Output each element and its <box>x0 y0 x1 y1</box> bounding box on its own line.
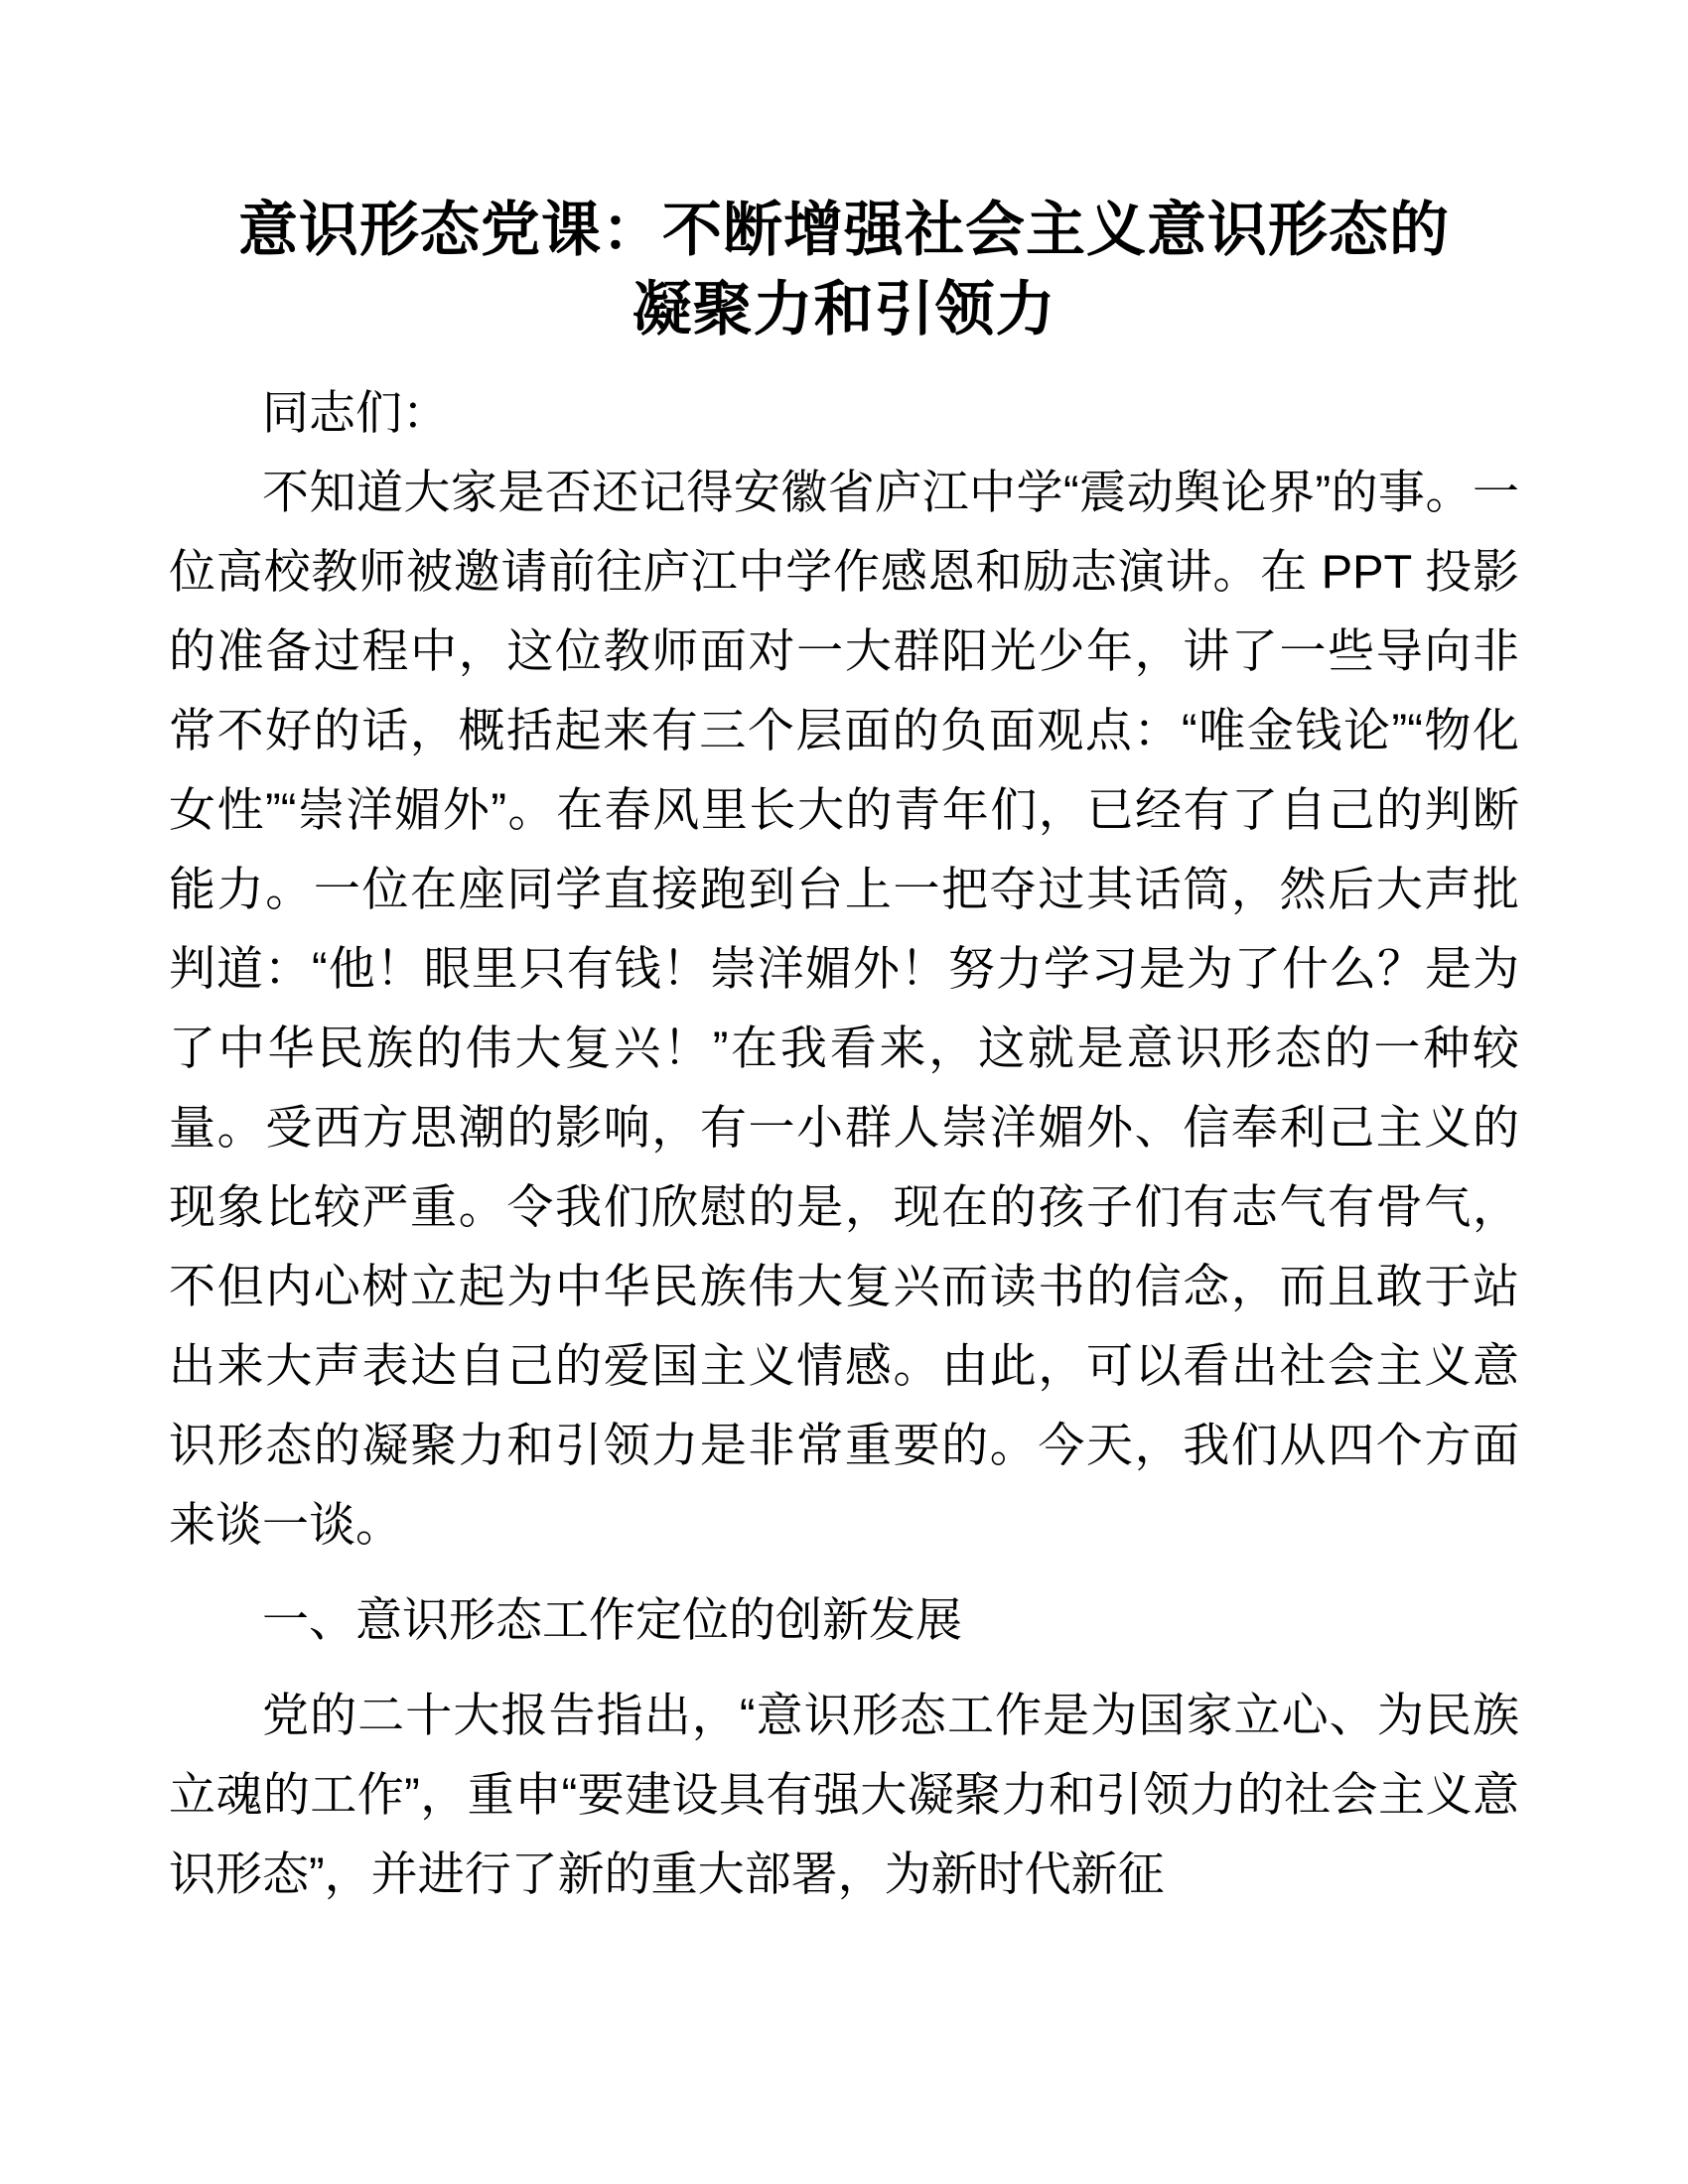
document-title-line-1: 意识形态党课：不断增强社会主义意识形态的 <box>238 197 1450 263</box>
paragraph: 不知道大家是否还记得安徽省庐江中学“震动舆论界”的事。一位高校教师被邀请前往庐江中学作感恩和励志演讲。在 PPT 投影的准备过程中，这位教师面对一大群阳光少年，讲了一些导向非常不好的话，概括起来有三个层面的负面观点：“唯金钱论”“物化女性”“崇洋媚外”。在春风里长大的青年们，已经有了自己的判断能力。一位在座同学直接跑到台上一把夺过其话筒，然后大声批判道：“他！眼里只有钱！崇洋媚外！努力学习是为了什么？是为了中华民族的伟大复兴！”在我看来，这就是意识形态的一种较量。受西方思潮的影响，有一小群人崇洋媚外、信奉利己主义的现象比较严重。令我们欣慰的是，现在的孩子们有志气有骨气，不但内心树立起为中华民族伟大复兴而读书的信念，而且敢于站出来大声表达自己的爱国主义情感。由此，可以看出社会主义意识形态的凝聚力和引领力是非常重要的。今天，我们从四个方面来谈一谈。 <box>169 466 1519 1551</box>
document-title <box>169 191 1519 349</box>
document-body <box>169 373 1519 1914</box>
section-heading: 一、意识形态工作定位的创新发展 <box>262 1593 962 1646</box>
document-title-line-2: 凝聚力和引领力 <box>632 276 1056 342</box>
salutation: 同志们： <box>262 386 449 439</box>
paragraph: 党的二十大报告指出，“意识形态工作是为国家立心、为民族立魂的工作”，重申“要建设具有强大凝聚力和引领力的社会主义意识形态”，并进行了新的重大部署，为新时代新征 <box>169 1689 1519 1900</box>
